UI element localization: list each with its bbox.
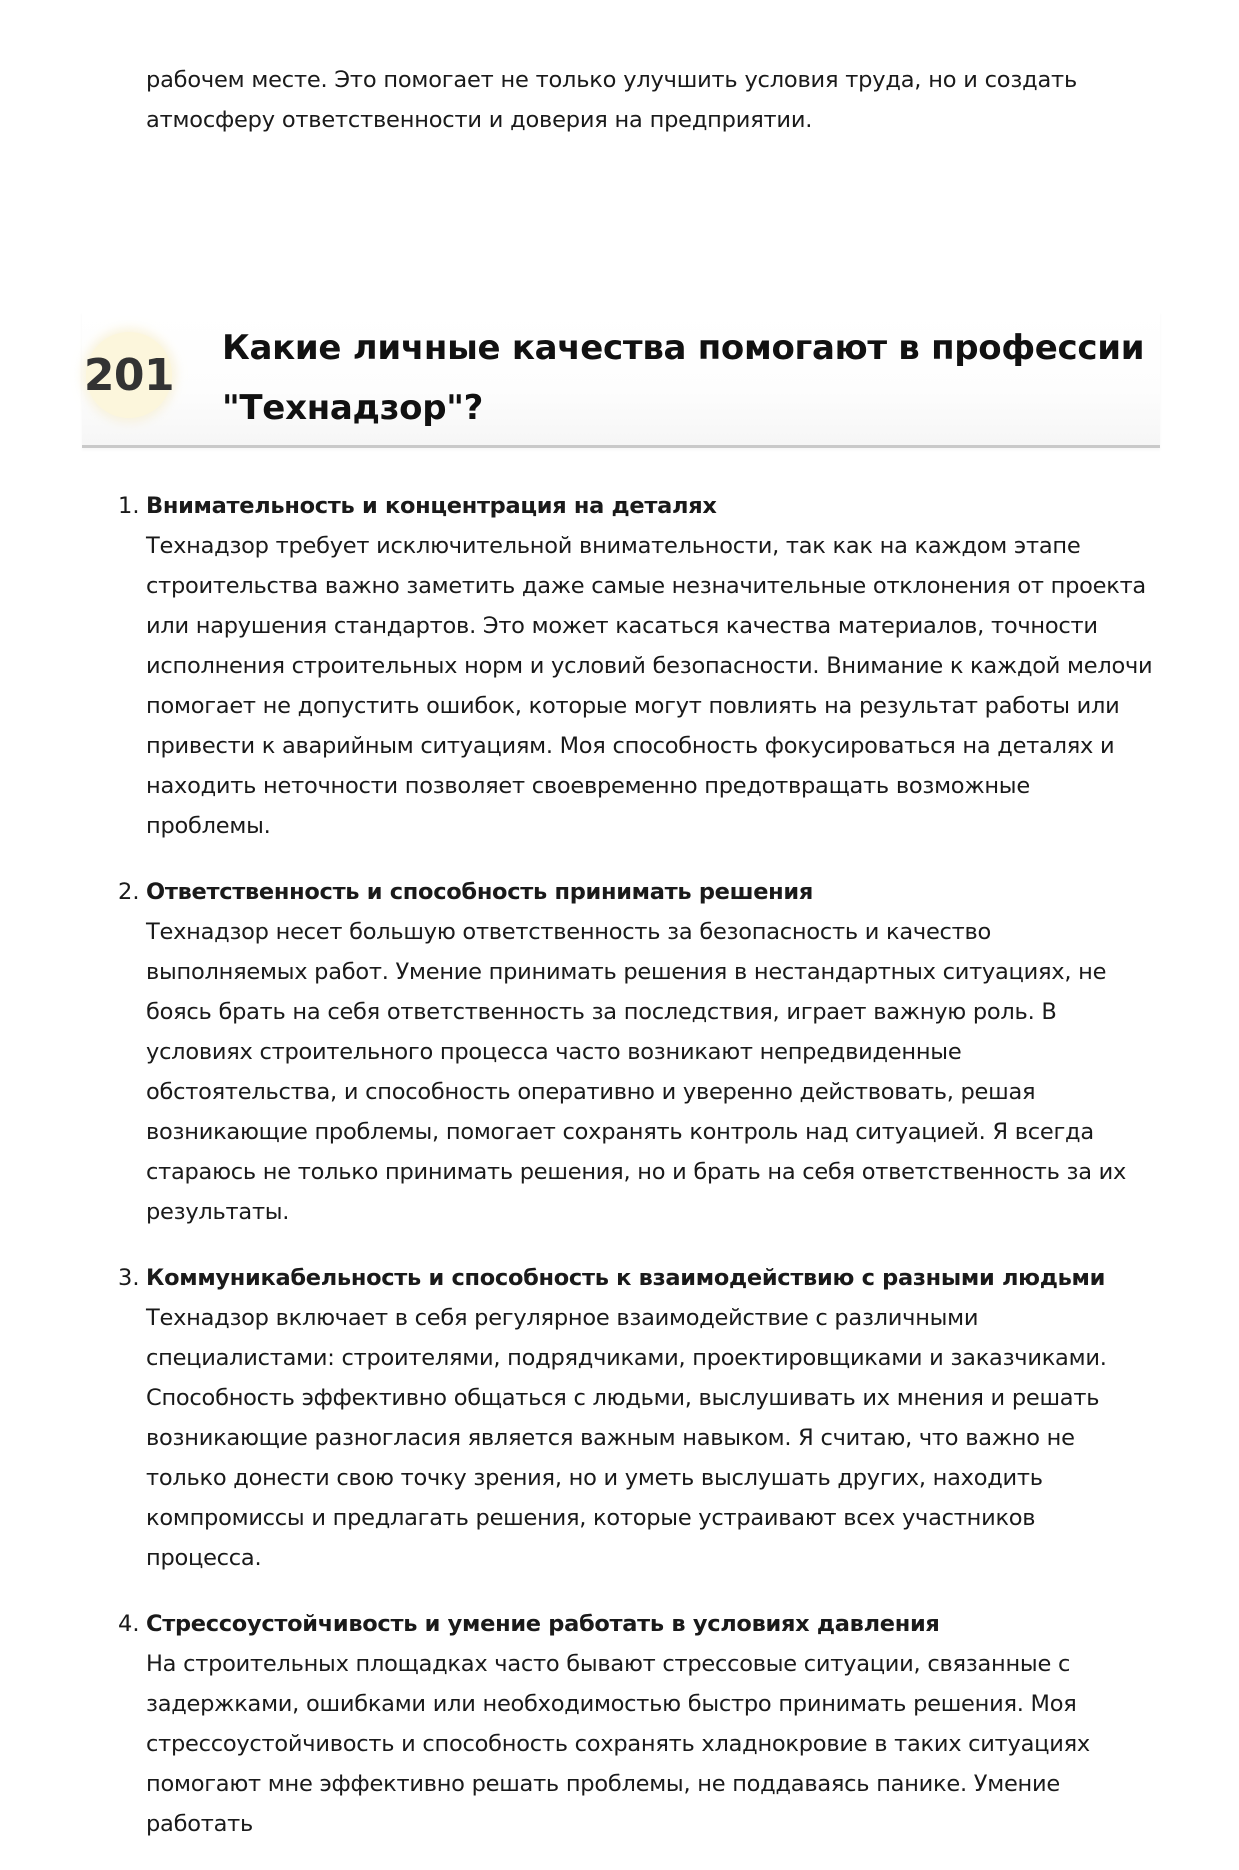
item-text: Технадзор несет большую ответственность за безопасность и качество выполняемых работ. Умение принимать решения в нестандартных ситуациях, не боясь брать на себя ответственность за последствия, играет важную роль. В условиях строительного процесса часто возникают непредвиденные обстоятельства, и способность оперативно и уверенно действовать, решая возникающие проблемы, помогает сохранять контроль над ситуацией. Я всегда стараюсь не только принимать решения, но и брать на себя ответственность за их результаты. xyxy=(146,919,1127,1225)
item-number: 1. xyxy=(118,493,140,519)
item-number: 4. xyxy=(118,1611,140,1637)
list-item xyxy=(118,872,1158,1232)
intro-paragraph xyxy=(146,60,1156,140)
item-text: Технадзор включает в себя регулярное взаимодействие с различными специалистами: строителями, подрядчиками, проектировщиками и заказчиками. Способность эффективно общаться с людьми, выслушивать их мнения и решать возникающие разногласия является важным навыком. Я считаю, что важно не только донести свою точку зрения, но и уметь выслушать других, находить компромиссы и предлагать решения, которые устраивают всех участников процесса. xyxy=(146,1305,1107,1571)
item-text: Технадзор требует исключительной внимательности, так как на каждом этапе строительства важно заметить даже самые незначительные отклонения от проекта или нарушения стандартов. Это может касаться качества материалов, точности исполнения строительных норм и условий безопасности. Внимание к каждой мелочи помогает не допустить ошибок, которые могут повлиять на результат работы или привести к аварийным ситуациям. Моя способность фокусироваться на деталях и находить неточности позволяет своевременно предотвращать возможные проблемы. xyxy=(146,533,1153,839)
item-number: 3. xyxy=(118,1265,140,1291)
list-item xyxy=(118,1258,1158,1578)
item-title: Ответственность и способность принимать решения xyxy=(146,879,814,905)
item-number: 2. xyxy=(118,879,140,905)
intro-text: рабочем месте. Это помогает не только улучшить условия труда, но и создать атмосферу ответственности и доверия на предприятии. xyxy=(146,67,1078,133)
item-title: Коммуникабельность и способность к взаимодействию с разными людьми xyxy=(146,1265,1106,1291)
section-header xyxy=(82,312,1160,448)
qualities-list xyxy=(118,486,1158,1870)
item-text: На строительных площадках часто бывают стрессовые ситуации, связанные с задержками, ошибками или необходимостью быстро принимать решения. Моя стрессоустойчивость и способность сохранять хладнокровие в таких ситуациях помогают мне эффективно решать проблемы, не поддаваясь панике. Умение работать xyxy=(146,1651,1090,1837)
item-title: Внимательность и концентрация на деталях xyxy=(146,493,717,519)
section-number: 201 xyxy=(83,350,175,401)
section-title: Какие личные качества помогают в профессии "Технадзор"? xyxy=(222,328,1145,428)
list-item xyxy=(118,486,1158,846)
list-item xyxy=(118,1604,1158,1844)
item-title: Стрессоустойчивость и умение работать в условиях давления xyxy=(146,1611,940,1637)
section-number-badge xyxy=(83,332,175,418)
